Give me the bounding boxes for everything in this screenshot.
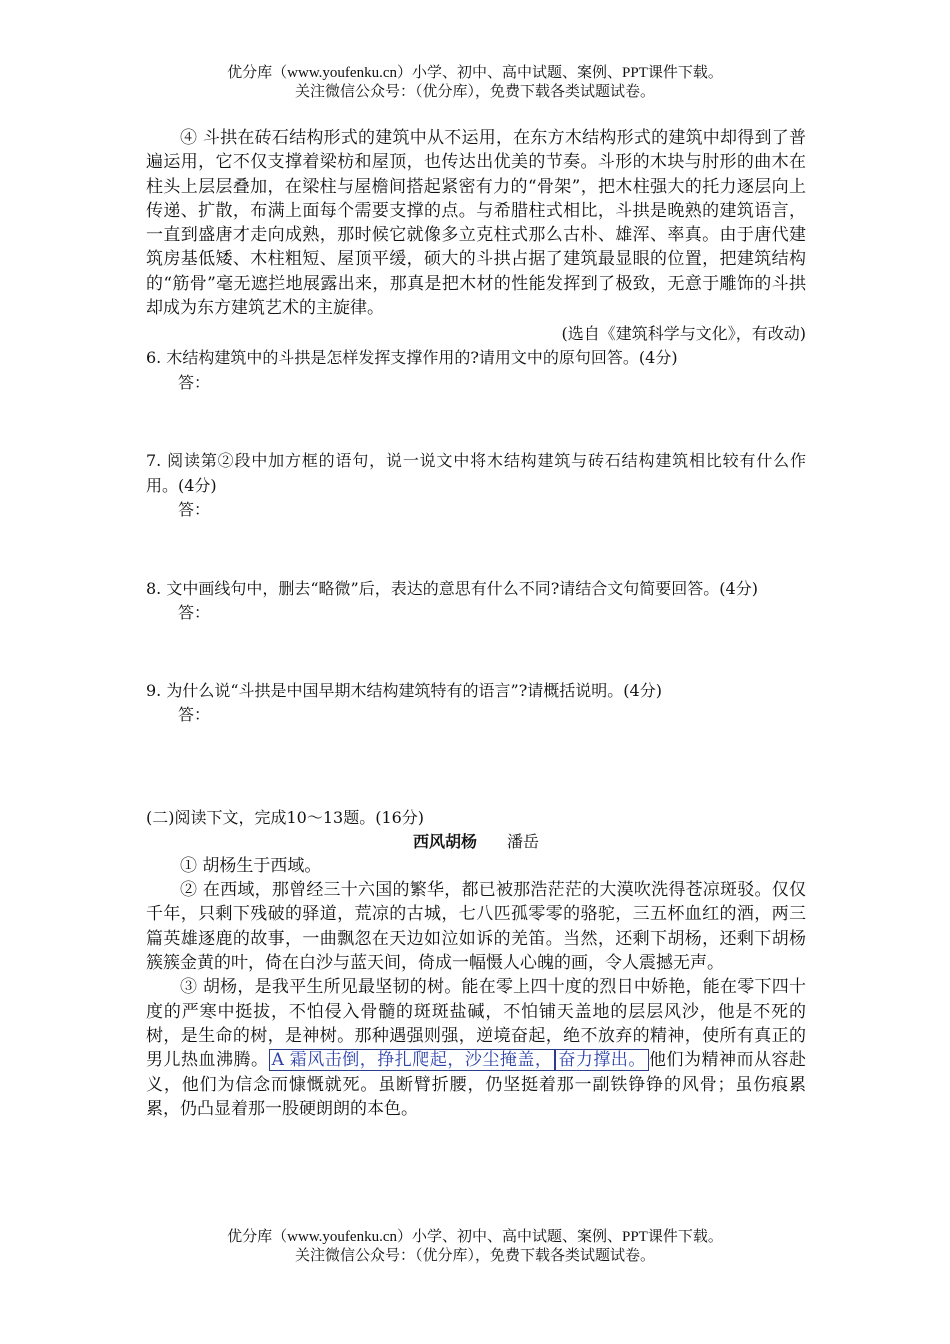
page-header	[0, 64, 950, 102]
page-footer	[0, 1228, 950, 1266]
question-7-answer-label: 答：	[178, 500, 211, 520]
question-9-answer-space	[146, 728, 806, 806]
boxed-sentence-a-part-2: 奋力撑出。	[555, 1049, 649, 1071]
question-9-answer-label: 答：	[178, 705, 211, 725]
document-body	[146, 126, 806, 1121]
section2-paragraph-2: ② 在西域，那曾经三十六国的繁华，都已被那浩茫茫的大漠吹洗得苍凉斑驳。仅仅千年，只剩下残破的驿道，荒凉的古城，七八匹孤零零的骆驼，三五杯血红的酒，两三篇英雄逐鹿的故事，一曲飘忽在天边如泣如诉的羌笛。当然，还剩下胡杨，还剩下胡杨簇簇金黄的叶，倚在白沙与蓝天间，倚成一幅慑人心魄的画，令人震撼无声。	[146, 880, 806, 974]
paragraph-3-text-end: 他们为精神而从容赴义，他们为信念而慷慨就死。虽断臂折腰，仍坚挺着那一副铁铮铮的风骨；虽伤痕累累，仍凸显着那一股硬朗朗的本色。	[146, 1050, 807, 1119]
boxed-sentence-a-part-1: A 霜风击倒，挣扎爬起，沙尘掩盖，	[269, 1049, 556, 1071]
section2-paragraph-1: ① 胡杨生于西域。	[180, 855, 322, 876]
article-author: 潘岳	[507, 831, 540, 851]
article-title: 西风胡杨	[412, 831, 477, 851]
question-6-answer-label: 答：	[178, 372, 211, 392]
question-8-answer-label: 答：	[178, 603, 211, 623]
section2-heading: (二)阅读下文，完成10～13题。(16分)	[146, 807, 425, 827]
question-8-answer-space	[146, 626, 806, 679]
passage1-paragraph-4: ④ 斗拱在砖石结构形式的建筑中从不运用，在东方木结构形式的建筑中却得到了普遍运用，它不仅支撑着梁枋和屋顶，也传达出优美的节奏。斗形的木块与肘形的曲木在柱头上层层叠加，在梁柱与屋檐间搭起紧密有力的“骨架”，把木柱强大的托力逐层向上传递、扩散，布满上面每个需要支撑的点。与希腊柱式相比，斗拱是晚熟的建筑语言，一直到盛唐才走向成熟，那时候它就像多立克柱式那么古朴、雄浑、率真。由于唐代建筑房基低矮、木柱粗短、屋顶平缓，硕大的斗拱占据了建筑最显眼的位置，把建筑结构的“筋骨”毫无遮拦地展露出来，那真是把木材的性能发挥到了极致，无意于雕饰的斗拱却成为东方建筑艺术的主旋律。	[146, 128, 806, 319]
question-9: 9. 为什么说“斗拱是中国早期木结构建筑特有的语言”?请概括说明。(4分)	[146, 680, 662, 700]
section2-paragraph-3	[146, 975, 806, 1121]
footer-line-2: 关注微信公众号：（优分库），免费下载各类试题试卷。	[294, 1248, 655, 1264]
section2-title-line	[146, 830, 806, 854]
paragraph-3-text-start: ③ 胡杨，是我平生所见最坚韧的树。能在零上四十度的烈日中娇艳，能在零下四十度的严寒中挺拔，不怕侵入骨髓的斑斑盐碱，不怕铺天盖地的层层风沙，他是不死的树，是生命的树，是神树。那种遇强则强，逆境奋起，绝不放弃的精神，使所有真正的男儿热血沸腾。	[146, 977, 806, 1071]
header-line-2: 关注微信公众号：（优分库），免费下载各类试题试卷。	[294, 84, 655, 100]
question-6-answer-space	[146, 395, 806, 449]
question-7-answer-space	[146, 523, 806, 577]
header-line-1: 优分库（www.youfenku.cn）小学、初中、高中试题、案例、PPT课件下载。	[227, 65, 723, 81]
passage1-source: (选自《建筑科学与文化》，有改动)	[561, 324, 806, 344]
footer-line-1: 优分库（www.youfenku.cn）小学、初中、高中试题、案例、PPT课件下载。	[227, 1229, 723, 1245]
question-7: 7. 阅读第②段中加方框的语句，说一说文中将木结构建筑与砖石结构建筑相比较有什么作用。(4分)	[146, 451, 806, 495]
question-8: 8. 文中画线句中，删去“略微”后，表达的意思有什么不同?请结合文句简要回答。(4分)	[146, 578, 758, 598]
question-6: 6. 木结构建筑中的斗拱是怎样发挥支撑作用的?请用文中的原句回答。(4分)	[146, 348, 678, 368]
